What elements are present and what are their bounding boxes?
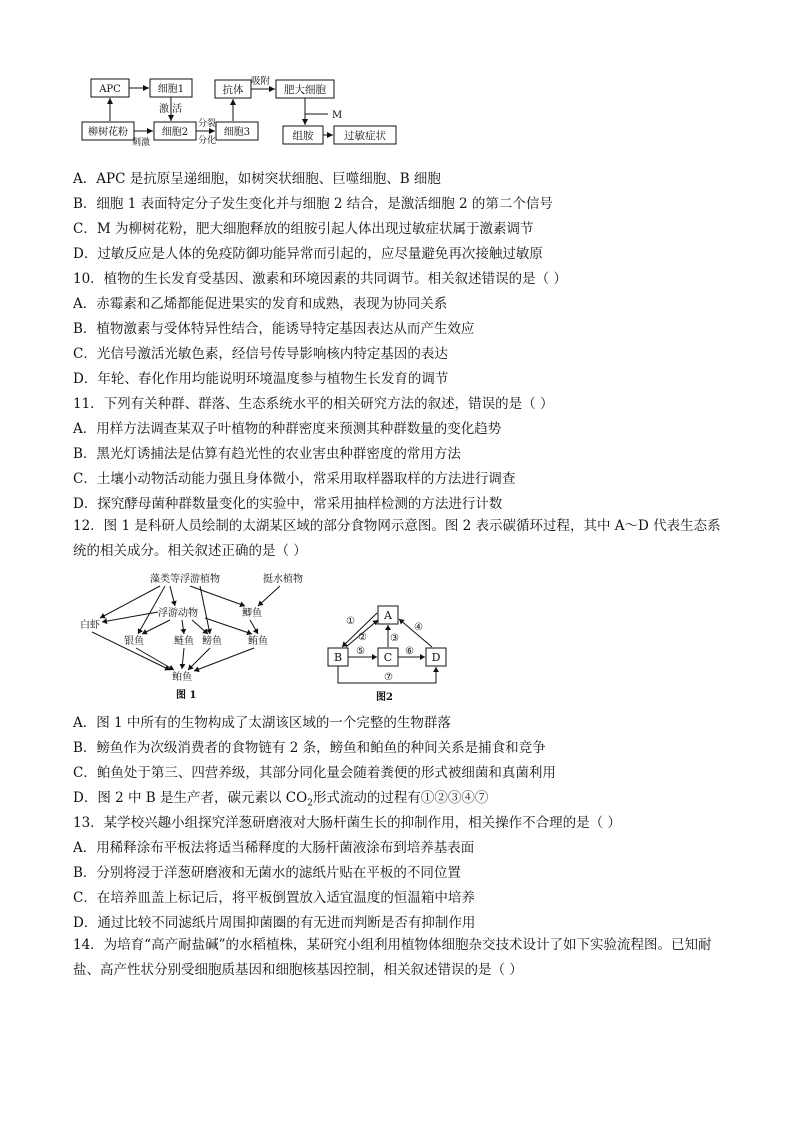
pollen-label: 柳树花粉 xyxy=(88,127,128,138)
cell2-label: 细胞2 xyxy=(161,127,189,138)
process-1: ① xyxy=(346,616,355,627)
process-2: ② xyxy=(358,632,367,643)
q13-option-b: B．分别将浸于洋葱研磨液和无菌水的滤纸片贴在平板的不同位置 xyxy=(73,865,461,881)
q12-option-d-text: D．图 2 中 B 是生产者，碳元素以 CO xyxy=(73,790,308,806)
node-d: D xyxy=(431,651,441,664)
q13-option-a: A．用稀释涂布平板法将适当稀释度的大肠杆菌液涂布到培养基表面 xyxy=(73,840,475,856)
shrimp-node: 白虾 xyxy=(80,620,100,631)
cell1-label: 细胞1 xyxy=(157,84,185,95)
q12-option-d-tail: 形式流动的过程有①②③④⑦ xyxy=(312,790,489,806)
q11-option-d: D．探究酵母菌种群数量变化的实验中，常采用抽样检测的方法进行计数 xyxy=(73,496,503,512)
q14-stem: 14．为培育“高产耐盐碱”的水稻植株，某研究小组利用植物体细胞杂交技术设计了如下实验流程图。已知耐盐、高产性状分别受细胞质基因和细胞核基因控制，相关叙述错误的是（ ） xyxy=(73,937,712,978)
activate-label: 激 活 xyxy=(159,104,183,115)
mullet-node: 鲔鱼 xyxy=(248,636,268,647)
node-a: A xyxy=(384,609,392,622)
fig1-caption: 图 1 xyxy=(176,690,197,701)
bighead-node: 鲢鱼 xyxy=(174,636,194,647)
antibody-label: 抗体 xyxy=(222,84,244,96)
q9-option-c: C．M 为柳树花粉，肥大细胞释放的组胺引起人体出现过敏症状属于激素调节 xyxy=(73,221,534,237)
q9-option-a: A．APC 是抗原呈递细胞，如树突状细胞、巨噬细胞、B 细胞 xyxy=(73,171,441,187)
zooplankton-node: 浮游动物 xyxy=(158,608,198,619)
allergy-label: 过敏症状 xyxy=(344,130,386,142)
split-label: 分裂 xyxy=(198,119,217,129)
fig2-caption: 图2 xyxy=(376,692,393,703)
process-6: ⑥ xyxy=(405,646,414,657)
q10-stem: 10．植物的生长发育受基因、激素和环境因素的共同调节。相关叙述错误的是（ ） xyxy=(73,271,567,287)
silverfish-node: 银鱼 xyxy=(124,636,144,647)
q12-option-a: A．图 1 中所有的生物构成了太湖该区域的一个完整的生物群落 xyxy=(73,715,451,731)
stimulate-label: 刺激 xyxy=(132,138,151,148)
q13-option-d: D．通过比较不同滤纸片周围抑菌圈的有无进而判断是否有抑制作用 xyxy=(73,915,476,931)
mast-cell-label: 肥大细胞 xyxy=(284,84,326,96)
culter-node: 鲌鱼 xyxy=(172,672,192,683)
node-c: C xyxy=(383,651,393,664)
process-5: ⑤ xyxy=(356,646,365,657)
immune-flow-diagram xyxy=(0,0,794,160)
histamine-label: 组胺 xyxy=(292,130,314,142)
q12-option-c: C．鲌鱼处于第三、四营养级，其部分同化量会随着粪便的形式被细菌和真菌利用 xyxy=(73,765,556,781)
adsorb-label: 吸附 xyxy=(251,76,271,87)
carbon-cycle-figure xyxy=(320,598,460,708)
crucian-node: 鲫鱼 xyxy=(242,608,262,619)
apc-label: APC xyxy=(99,84,121,95)
q11-stem: 11．下列有关种群、群落、生态系统水平的相关研究方法的叙述，错误的是（ ） xyxy=(73,396,554,412)
q10-option-c: C．光信号激活光敏色素，经信号传导影响核内特定基因的表达 xyxy=(73,346,448,362)
q13-stem: 13．某学校兴趣小组探究洋葱研磨液对大肠杆菌生长的抑制作用，相关操作不合理的是（ ） xyxy=(73,815,621,831)
emergent-plant-node: 挺水植物 xyxy=(263,574,303,585)
process-7: ⑦ xyxy=(384,672,393,683)
q12-stem: 12．图 1 是科研人员绘制的太湖某区域的部分食物网示意图。图 2 表示碳循环过程，其中 A～D 代表生态系统的相关成分。相关叙述正确的是（ ） xyxy=(73,518,721,559)
cell3-label: 细胞3 xyxy=(223,127,251,138)
process-3: ③ xyxy=(390,633,399,644)
algae-node: 藻类等浮游植物 xyxy=(150,574,220,585)
q10-option-d: D．年轮、春化作用均能说明环境温度参与植物生长发育的调节 xyxy=(73,371,449,387)
q12-option-d xyxy=(73,789,733,813)
q9-option-d: D．过敏反应是人体的免疫防御功能异常而引起的，应尽量避免再次接触过敏原 xyxy=(73,246,543,262)
node-b: B xyxy=(333,651,343,664)
q10-option-b: B．植物激素与受体特异性结合，能诱导特定基因表达从而产生效应 xyxy=(73,321,475,337)
q9-option-b: B．细胞 1 表面特定分子发生变化并与细胞 2 结合，是激活细胞 2 的第二个信号 xyxy=(73,196,553,212)
co2-subscript: 2 xyxy=(307,798,313,809)
q11-option-c: C．土壤小动物活动能力强且身体微小，常采用取样器取样的方法进行调查 xyxy=(73,471,516,487)
differentiate-label: 分化 xyxy=(198,136,217,146)
m-label: M xyxy=(332,110,343,121)
q11-option-a: A．用样方法调查某双子叶植物的种群密度来预测其种群数量的变化趋势 xyxy=(73,421,502,437)
bitterling-node: 鳑鱼 xyxy=(202,636,222,647)
food-web-edges xyxy=(92,586,280,671)
process-4: ④ xyxy=(414,622,423,633)
q12-option-b: B．鳑鱼作为次级消费者的食物链有 2 条，鳑鱼和鲌鱼的种间关系是捕食和竞争 xyxy=(73,740,546,756)
q10-option-a: A．赤霉素和乙烯都能促进果实的发育和成熟，表现为协同关系 xyxy=(73,296,448,312)
q11-option-b: B．黑光灯诱捕法是估算有趋光性的农业害虫种群密度的常用方法 xyxy=(73,446,461,462)
q13-option-c: C．在培养皿盖上标记后，将平板倒置放入适宜温度的恒温箱中培养 xyxy=(73,890,475,906)
